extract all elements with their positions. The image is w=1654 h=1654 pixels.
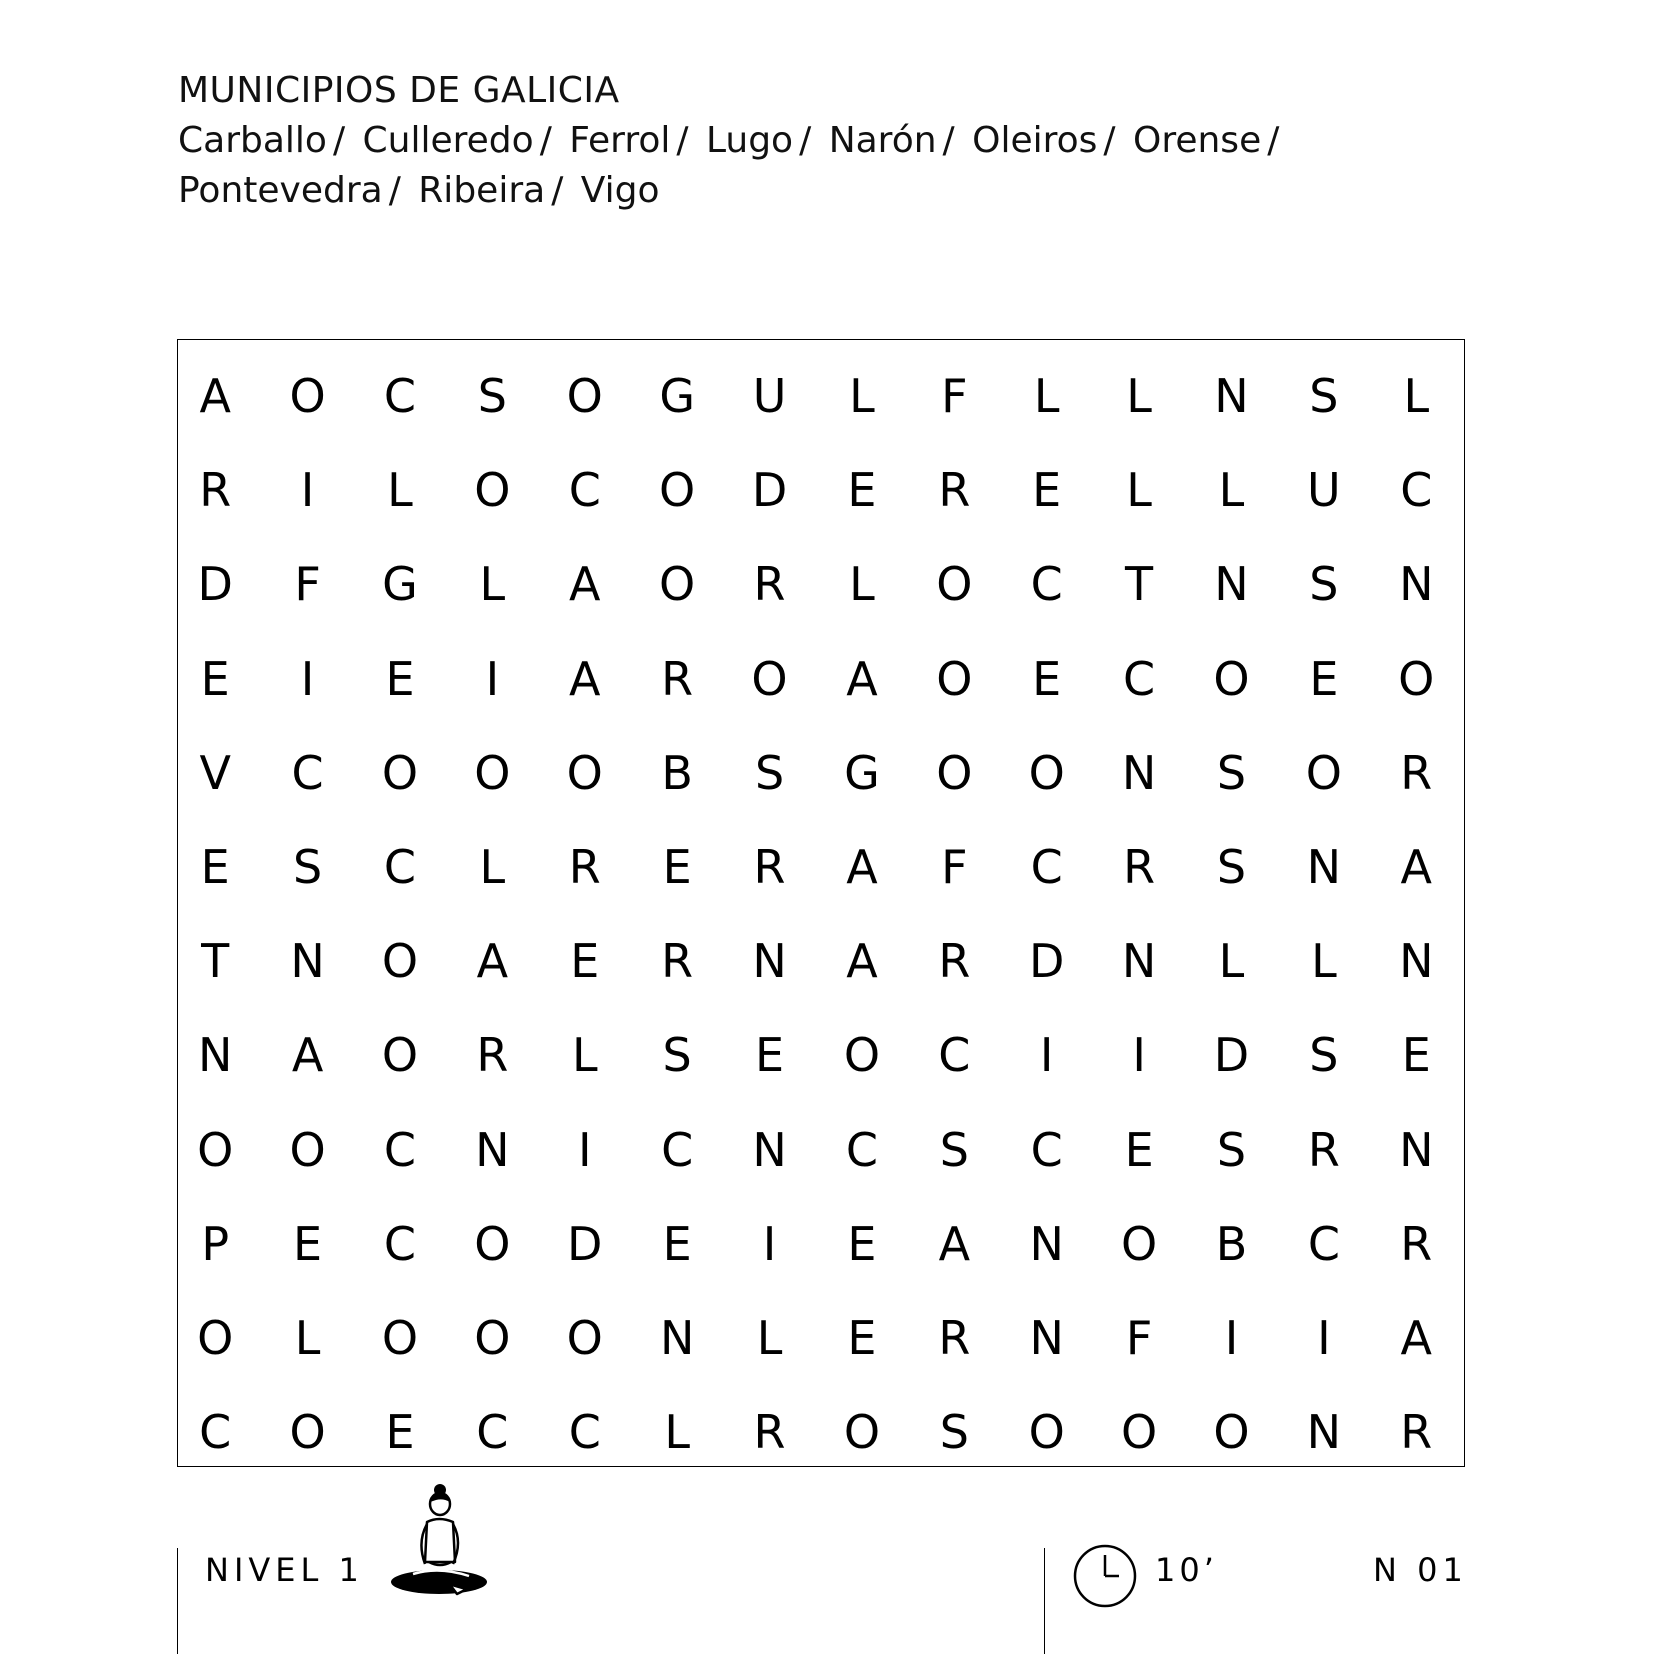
grid-letter[interactable]: L bbox=[849, 369, 875, 424]
grid-letter[interactable]: R bbox=[1307, 1122, 1340, 1177]
puzzle-title: MUNICIPIOS DE GALICIA bbox=[178, 70, 620, 111]
grid-letter[interactable]: R bbox=[568, 840, 601, 895]
grid-letter[interactable]: D bbox=[1029, 934, 1065, 989]
grid-letter[interactable]: R bbox=[1400, 1405, 1433, 1460]
grid-letter[interactable]: R bbox=[938, 463, 971, 518]
clock-icon bbox=[1072, 1543, 1138, 1609]
grid-letter[interactable]: N bbox=[1214, 369, 1249, 424]
grid-letter[interactable]: E bbox=[847, 1310, 877, 1365]
grid-letter[interactable]: R bbox=[661, 651, 694, 706]
grid-letter[interactable]: O bbox=[936, 745, 973, 800]
grid-letter[interactable]: O bbox=[1213, 1405, 1250, 1460]
word-separator: / bbox=[1103, 120, 1116, 161]
word-separator: / bbox=[551, 170, 564, 211]
grid-letter[interactable]: L bbox=[1218, 463, 1245, 518]
grid-letter[interactable]: L bbox=[1126, 463, 1152, 518]
grid-letter[interactable]: O bbox=[843, 1405, 881, 1460]
grid-letter[interactable]: E bbox=[847, 1216, 877, 1271]
grid-letter[interactable]: L bbox=[1033, 369, 1060, 424]
grid-letter[interactable]: O bbox=[1120, 1405, 1158, 1460]
grid-letter[interactable]: I bbox=[1132, 1028, 1146, 1083]
grid-letter[interactable]: L bbox=[479, 557, 506, 612]
grid-letter[interactable]: E bbox=[385, 651, 415, 706]
word-separator: / bbox=[332, 120, 346, 161]
grid-letter[interactable]: E bbox=[755, 1028, 785, 1083]
grid-letter[interactable]: S bbox=[1216, 840, 1247, 895]
grid-letter[interactable]: F bbox=[1125, 1310, 1153, 1365]
grid-letter[interactable]: A bbox=[846, 934, 878, 989]
grid-letter[interactable]: O bbox=[381, 745, 419, 800]
grid-letter[interactable]: L bbox=[479, 840, 506, 895]
word-list-item: Vigo bbox=[580, 170, 660, 211]
grid-letter[interactable]: A bbox=[569, 651, 601, 706]
grid-letter[interactable]: C bbox=[1030, 557, 1063, 612]
grid-letter[interactable]: L bbox=[664, 1405, 690, 1460]
grid-letter[interactable]: I bbox=[300, 463, 315, 518]
grid-letter[interactable]: O bbox=[381, 934, 419, 989]
grid-letter[interactable]: A bbox=[199, 369, 231, 424]
grid-letter[interactable]: P bbox=[201, 1216, 230, 1271]
grid-letter[interactable]: O bbox=[197, 1122, 234, 1177]
word-separator: / bbox=[1267, 120, 1280, 161]
grid-letter[interactable]: D bbox=[197, 557, 233, 612]
grid-letter[interactable]: L bbox=[571, 1028, 598, 1083]
grid-letter[interactable]: F bbox=[941, 840, 968, 895]
grid-letter[interactable]: S bbox=[1309, 369, 1339, 424]
grid-letter[interactable]: I bbox=[485, 651, 500, 706]
grid-letter[interactable]: N bbox=[1121, 934, 1157, 989]
grid-letter[interactable]: E bbox=[200, 651, 230, 706]
word-separator: / bbox=[388, 170, 401, 211]
grid-letter[interactable]: N bbox=[1399, 1122, 1434, 1177]
grid-letter[interactable]: O bbox=[566, 1310, 603, 1365]
grid-letter[interactable]: L bbox=[1311, 934, 1337, 989]
grid-letter[interactable]: O bbox=[197, 1310, 234, 1365]
grid-letter[interactable]: G bbox=[844, 745, 880, 800]
grid-letter[interactable]: O bbox=[289, 1405, 326, 1460]
grid-letter[interactable]: A bbox=[476, 934, 509, 989]
grid-letter[interactable]: U bbox=[752, 369, 787, 424]
grid-letter[interactable]: S bbox=[1216, 1122, 1247, 1177]
grid-letter[interactable]: R bbox=[753, 840, 786, 895]
puzzle-number: N 01 bbox=[1373, 1551, 1468, 1589]
grid-letter[interactable]: O bbox=[566, 369, 603, 424]
grid-letter[interactable]: A bbox=[291, 1028, 324, 1083]
grid-letter[interactable]: F bbox=[941, 369, 968, 424]
grid-letter[interactable]: N bbox=[475, 1122, 510, 1177]
grid-letter[interactable]: D bbox=[751, 463, 788, 518]
grid-letter[interactable]: N bbox=[1214, 557, 1249, 612]
grid-letter[interactable]: L bbox=[294, 1310, 321, 1365]
grid-letter[interactable]: S bbox=[939, 1122, 969, 1177]
grid-letter[interactable]: D bbox=[1213, 1028, 1250, 1083]
grid-letter[interactable]: R bbox=[753, 1405, 786, 1460]
grid-letter[interactable]: I bbox=[1317, 1310, 1331, 1365]
grid-letter[interactable]: F bbox=[294, 557, 321, 612]
grid-letter[interactable]: I bbox=[1224, 1310, 1239, 1365]
grid-letter[interactable]: O bbox=[474, 1216, 511, 1271]
grid-letter[interactable]: N bbox=[1121, 745, 1157, 800]
puzzle-heading bbox=[178, 66, 1478, 216]
word-list-item: Narón bbox=[828, 120, 937, 161]
grid-letter[interactable]: T bbox=[1125, 557, 1154, 612]
grid-letter[interactable]: R bbox=[1400, 1216, 1433, 1271]
grid-letter[interactable]: S bbox=[477, 369, 507, 424]
grid-letter[interactable]: N bbox=[752, 934, 787, 989]
meditating-person-icon bbox=[391, 1482, 491, 1602]
grid-letter[interactable]: S bbox=[1309, 1028, 1339, 1083]
grid-letter[interactable]: O bbox=[1213, 651, 1250, 706]
grid-letter[interactable]: B bbox=[1215, 1216, 1248, 1271]
grid-letter[interactable]: O bbox=[381, 1028, 419, 1083]
grid-letter[interactable]: O bbox=[381, 1310, 419, 1365]
grid-letter[interactable]: N bbox=[197, 1028, 233, 1083]
word-list-item: Carballo bbox=[178, 120, 327, 161]
grid-letter[interactable]: A bbox=[1400, 840, 1432, 895]
grid-letter[interactable]: B bbox=[661, 745, 693, 800]
grid-letter[interactable]: E bbox=[293, 1216, 323, 1271]
grid-letter[interactable]: I bbox=[300, 651, 315, 706]
grid-letter[interactable]: R bbox=[1123, 840, 1156, 895]
grid-letter[interactable]: L bbox=[756, 1310, 783, 1365]
grid-letter[interactable]: C bbox=[383, 1216, 417, 1271]
grid-letter[interactable]: C bbox=[938, 1028, 971, 1083]
grid-letter[interactable]: C bbox=[1030, 840, 1063, 895]
word-separator: / bbox=[942, 120, 955, 161]
grid-letter[interactable]: R bbox=[199, 463, 232, 518]
grid-letter[interactable]: O bbox=[289, 369, 326, 424]
grid-letter[interactable]: O bbox=[659, 557, 696, 612]
grid-letter[interactable]: C bbox=[383, 369, 417, 424]
grid-letter[interactable]: C bbox=[661, 1122, 694, 1177]
grid-letter[interactable]: O bbox=[1398, 651, 1435, 706]
grid-letter[interactable]: O bbox=[566, 745, 603, 800]
grid-letter[interactable]: E bbox=[1032, 463, 1062, 518]
grid-letter[interactable]: N bbox=[290, 934, 325, 989]
grid-letter[interactable]: N bbox=[1029, 1310, 1064, 1365]
level-label: NIVEL 1 bbox=[205, 1551, 364, 1589]
grid-letter[interactable]: E bbox=[200, 840, 230, 895]
grid-letter[interactable]: R bbox=[753, 557, 786, 612]
grid-letter[interactable]: S bbox=[1309, 557, 1339, 612]
grid-letter[interactable]: R bbox=[1400, 745, 1433, 800]
grid-letter[interactable]: L bbox=[849, 557, 875, 612]
grid-letter[interactable]: V bbox=[199, 745, 231, 800]
grid-letter[interactable]: E bbox=[1124, 1122, 1154, 1177]
grid-letter[interactable]: A bbox=[569, 557, 601, 612]
grid-letter[interactable]: A bbox=[846, 840, 878, 895]
grid-letter[interactable]: C bbox=[291, 745, 324, 800]
grid-letter[interactable]: N bbox=[752, 1122, 787, 1177]
grid-letter[interactable]: E bbox=[662, 840, 692, 895]
grid-letter[interactable]: S bbox=[292, 840, 323, 895]
grid-letter[interactable]: R bbox=[938, 1310, 971, 1365]
grid-letter[interactable]: N bbox=[1399, 934, 1434, 989]
grid-letter[interactable]: A bbox=[938, 1216, 971, 1271]
grid-letter[interactable]: N bbox=[1306, 1405, 1342, 1460]
grid-letter[interactable]: E bbox=[1309, 651, 1339, 706]
grid-letter[interactable]: C bbox=[383, 1122, 417, 1177]
word-list-item: Ribeira bbox=[418, 170, 546, 211]
grid-letter[interactable]: A bbox=[846, 651, 878, 706]
grid-letter[interactable]: R bbox=[938, 934, 971, 989]
grid-letter[interactable]: O bbox=[474, 745, 511, 800]
grid-letter[interactable]: I bbox=[762, 1216, 777, 1271]
grid-letter[interactable]: O bbox=[936, 557, 973, 612]
grid-letter[interactable]: O bbox=[474, 463, 511, 518]
grid-letter[interactable]: E bbox=[1401, 1028, 1431, 1083]
word-separator: / bbox=[799, 120, 812, 161]
grid-letter[interactable]: E bbox=[1032, 651, 1062, 706]
grid-letter[interactable]: C bbox=[568, 1405, 601, 1460]
grid-letter[interactable]: O bbox=[751, 651, 788, 706]
grid-letter[interactable]: G bbox=[659, 369, 695, 424]
grid-letter[interactable]: C bbox=[383, 840, 417, 895]
grid-letter[interactable]: E bbox=[385, 1405, 415, 1460]
grid-letter[interactable]: N bbox=[1399, 557, 1434, 612]
grid-letter[interactable]: C bbox=[845, 1122, 878, 1177]
grid-letter[interactable]: I bbox=[577, 1122, 592, 1177]
grid-letter[interactable]: S bbox=[939, 1405, 969, 1460]
word-list-item: Oleiros bbox=[972, 120, 1098, 161]
grid-letter[interactable]: G bbox=[382, 557, 418, 612]
word-list-item: Culleredo bbox=[362, 120, 534, 161]
grid-letter[interactable]: U bbox=[1307, 463, 1341, 518]
grid-letter[interactable]: L bbox=[1126, 369, 1152, 424]
grid-letter[interactable]: O bbox=[1028, 745, 1065, 800]
grid-letter[interactable]: C bbox=[1123, 651, 1156, 706]
grid-letter[interactable]: I bbox=[1039, 1028, 1054, 1083]
grid-letter[interactable]: O bbox=[1028, 1405, 1065, 1460]
grid-letter[interactable]: O bbox=[843, 1028, 881, 1083]
grid-letter[interactable]: O bbox=[1305, 745, 1342, 800]
word-list-item: Lugo bbox=[705, 120, 794, 161]
grid-letter[interactable]: L bbox=[387, 463, 413, 518]
grid-letter[interactable]: S bbox=[754, 745, 785, 800]
word-list-item: Ferrol bbox=[569, 120, 671, 161]
grid-letter[interactable]: C bbox=[476, 1405, 509, 1460]
grid-letter[interactable]: D bbox=[567, 1216, 603, 1271]
word-list bbox=[178, 116, 1478, 216]
grid-letter[interactable]: E bbox=[570, 934, 600, 989]
word-separator: / bbox=[539, 120, 552, 161]
grid-letter[interactable]: A bbox=[1400, 1310, 1432, 1365]
letter-grid bbox=[169, 349, 1462, 1479]
grid-letter[interactable]: O bbox=[474, 1310, 511, 1365]
grid-letter[interactable]: R bbox=[661, 934, 694, 989]
grid-letter[interactable]: O bbox=[1120, 1216, 1158, 1271]
grid-letter[interactable]: C bbox=[568, 463, 601, 518]
grid-letter[interactable]: C bbox=[1030, 1122, 1063, 1177]
footer-divider-left bbox=[177, 1548, 178, 1654]
grid-letter[interactable]: T bbox=[201, 934, 230, 989]
grid-letter[interactable]: L bbox=[1403, 369, 1430, 424]
word-list-item: Pontevedra bbox=[178, 170, 383, 211]
grid-letter[interactable]: N bbox=[1306, 840, 1342, 895]
grid-letter[interactable]: S bbox=[1216, 745, 1247, 800]
word-separator: / bbox=[676, 120, 689, 161]
grid-letter[interactable]: O bbox=[659, 463, 696, 518]
grid-letter[interactable]: N bbox=[1029, 1216, 1064, 1271]
grid-letter[interactable]: N bbox=[659, 1310, 695, 1365]
grid-letter[interactable]: E bbox=[847, 463, 877, 518]
grid-letter[interactable]: O bbox=[289, 1122, 326, 1177]
grid-letter[interactable]: O bbox=[936, 651, 973, 706]
word-list-item: Orense bbox=[1133, 120, 1262, 161]
time-limit: 10’ bbox=[1155, 1551, 1218, 1589]
grid-letter[interactable]: C bbox=[199, 1405, 232, 1460]
grid-letter[interactable]: L bbox=[1218, 934, 1245, 989]
grid-letter[interactable]: R bbox=[476, 1028, 509, 1083]
grid-letter[interactable]: C bbox=[1400, 463, 1433, 518]
footer-divider-right bbox=[1044, 1548, 1045, 1654]
grid-letter[interactable]: S bbox=[662, 1028, 692, 1083]
grid-letter[interactable]: E bbox=[662, 1216, 692, 1271]
grid-letter[interactable]: C bbox=[1307, 1216, 1340, 1271]
